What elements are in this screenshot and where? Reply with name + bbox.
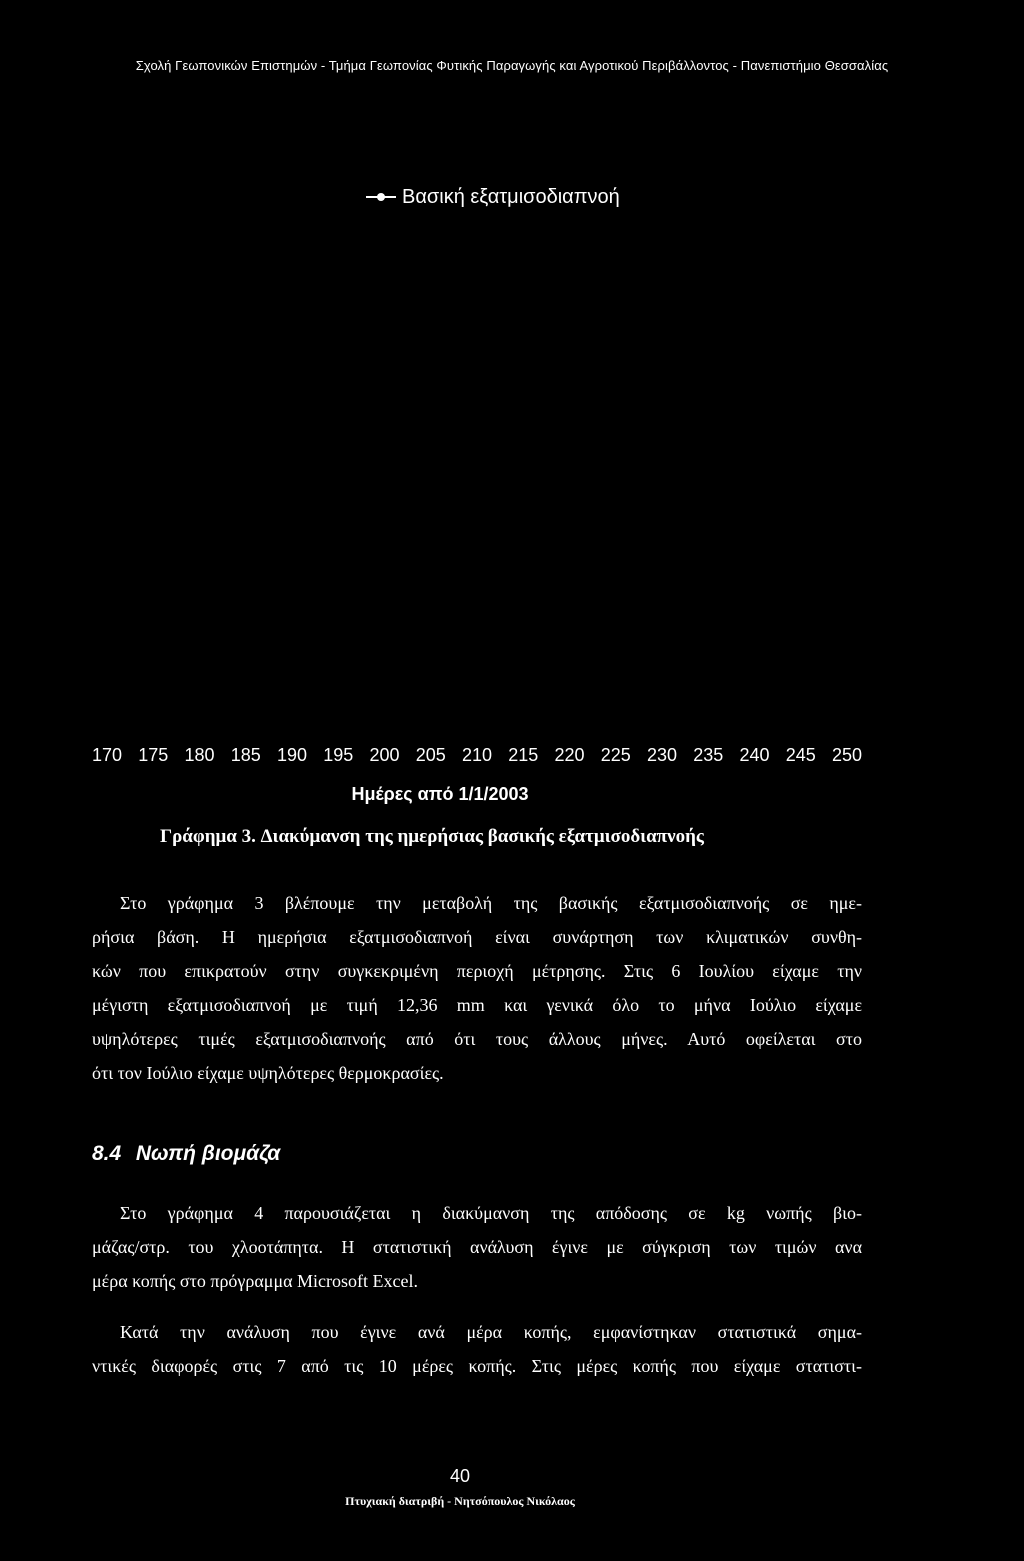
x-tick-label: 245 (785, 745, 816, 765)
paragraph-line: ότι τον Ιούλιο είχαμε υψηλότερες θερμοκρασίες. (92, 1063, 444, 1083)
paragraph-line: κών που επικρατούν στην συγκεκριμένη περιοχή μέτρησης. Στις 6 Ιουλίου είχαμε την (92, 961, 862, 981)
page-header: Σχολή Γεωπονικών Επιστημών - Τμήμα Γεωπονίας Φυτικής Παραγωγής και Αγροτικού Περιβάλλοντος - Πανεπιστήμιο Θεσσαλίας (135, 58, 889, 73)
paragraph-line: μάζας/στρ. του χλοοτάπητα. Η στατιστική ανάλυση έγινε με σύγκριση των τιμών ανα (92, 1237, 862, 1257)
x-tick-label: 195 (323, 745, 354, 765)
x-tick-label: 180 (184, 745, 215, 765)
legend-series-label: Βασική εξατμισοδιαπνοή (402, 185, 620, 208)
x-tick-label: 220 (554, 745, 585, 765)
paragraph-3 (92, 1315, 862, 1383)
x-tick-label: 170 (91, 745, 123, 765)
x-tick-label: 205 (415, 745, 446, 765)
x-tick-label: 200 (369, 745, 400, 765)
figure-caption (160, 826, 704, 848)
page-footer: Πτυχιακή διατριβή - Νητσόπουλος Νικόλαος (345, 1494, 575, 1508)
x-tick-label: 250 (831, 745, 863, 765)
paragraph-line: ρήσια βάση. Η ημερήσια εξατμισοδιαπνοή είναι συνάρτηση των κλιματικών συνθη- (92, 927, 862, 947)
paragraph-line: ντικές διαφορές στις 7 από τις 10 μέρες κοπής. Στις μέρες κοπής που είχαμε στατιστι- (92, 1356, 862, 1376)
chart-plot-area (90, 230, 850, 730)
paragraph-line: υψηλότερες τιμές εξατμισοδιαπνοής από ότι τους άλλους μήνες. Αυτό οφείλεται στο (92, 1029, 862, 1049)
x-tick-label: 225 (600, 745, 631, 765)
paragraph-2 (92, 1196, 862, 1298)
caption-text: Διακύμανση της ημερήσιας βασικής εξατμισοδιαπνοής (260, 826, 704, 847)
x-tick-label: 215 (508, 745, 539, 765)
paragraph-line: Κατά την ανάλυση που έγινε ανά μέρα κοπής, εμφανίστηκαν στατιστικά σημα- (120, 1322, 862, 1342)
paragraph-line: μέρα κοπής στο πρόγραμμα Microsoft Excel. (92, 1271, 418, 1291)
x-tick-label: 185 (230, 745, 261, 765)
x-tick-label: 190 (276, 745, 308, 765)
x-tick-label: 240 (739, 745, 770, 765)
x-axis-label: Ημέρες από 1/1/2003 (351, 784, 529, 804)
x-tick-label: 210 (461, 745, 493, 765)
page-number: 40 (449, 1466, 471, 1486)
caption-number: Γράφημα 3. (160, 826, 256, 847)
paragraph-line: Στο γράφημα 4 παρουσιάζεται η διακύμανση της απόδοσης σε kg νωπής βιο- (120, 1203, 862, 1223)
paragraph-1 (92, 886, 862, 1090)
section-title: Νωπή βιομάζα (135, 1142, 281, 1165)
chart-legend (366, 182, 620, 212)
paragraph-line: μέγιστη εξατμισοδιαπνοή με τιμή 12,36 mm και γενικά όλο το μήνα Ιούλιο είχαμε (92, 995, 862, 1015)
paragraph-line: Στο γράφημα 3 βλέπουμε την μεταβολή της βασικής εξατμισοδιαπνοής σε ημε- (120, 893, 862, 913)
section-number: 8.4 (92, 1142, 122, 1165)
section-heading (92, 1142, 280, 1166)
legend-line-marker-icon (366, 190, 396, 204)
x-tick-label: 235 (693, 745, 724, 765)
x-tick-label: 175 (138, 745, 169, 765)
x-tick-label: 230 (646, 745, 678, 765)
